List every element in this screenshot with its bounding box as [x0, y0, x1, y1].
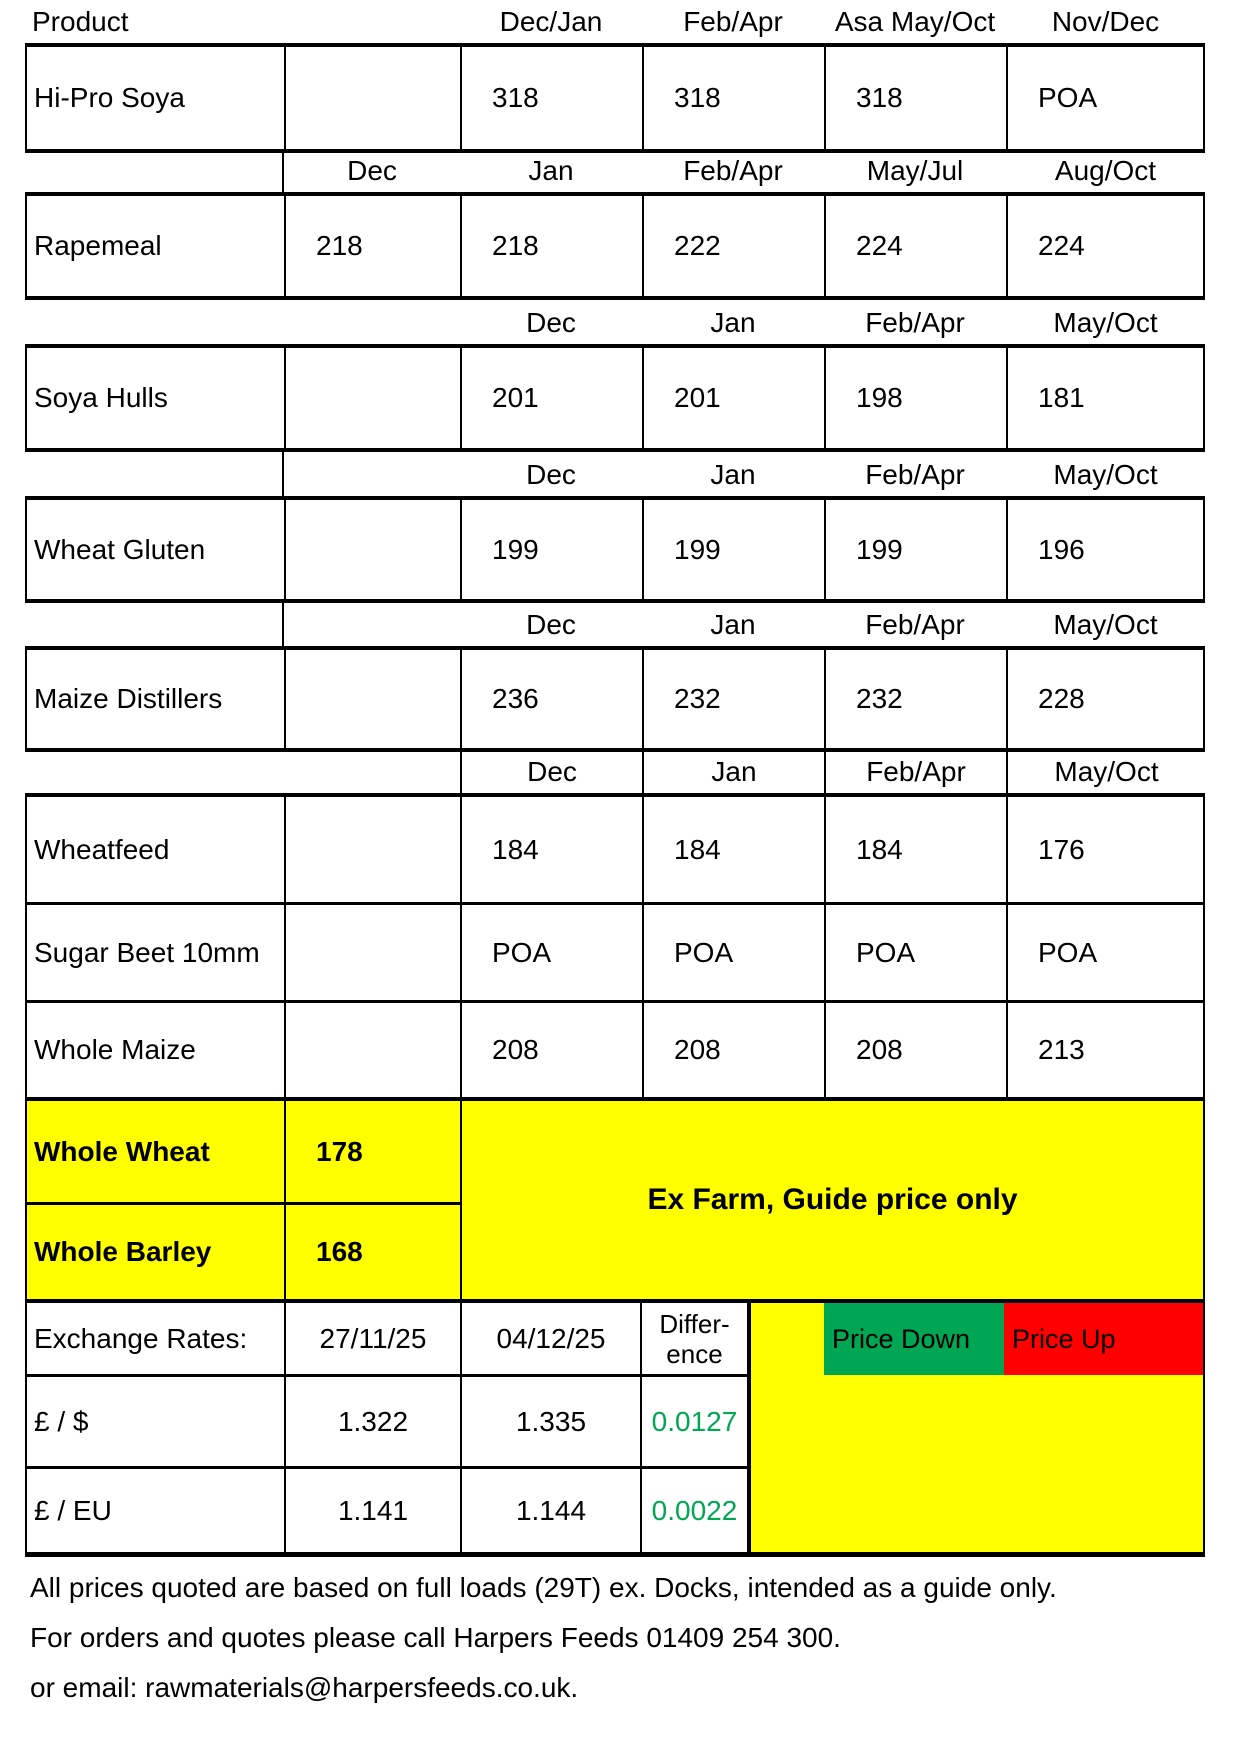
price-cell: 184: [642, 797, 824, 902]
product-name: Rapemeal: [25, 196, 284, 296]
difference-header-line1: Differ-: [659, 1308, 730, 1339]
month-label: Feb/Apr: [683, 155, 783, 186]
price-cell: 318: [824, 47, 1006, 149]
price-down-legend: Price Down: [824, 1303, 1004, 1375]
month-label: Jan: [528, 155, 574, 186]
footer-note-1: All prices quoted are based on full loads (29T) ex. Docks, intended as a guide only.: [30, 1572, 1057, 1603]
price-cell: POA: [642, 902, 824, 1000]
price-cell: 184: [460, 797, 642, 902]
price-cell: 201: [642, 348, 824, 448]
product-column-header: Product: [32, 6, 129, 37]
price-cell: POA: [460, 902, 642, 1000]
month-label: [284, 603, 460, 646]
month-label: Jan: [710, 609, 756, 640]
product-row-hi-pro-soya: [25, 47, 1205, 153]
month-label: Feb/Apr: [865, 307, 965, 338]
price-cell: 208: [642, 1000, 824, 1097]
rate-old: 1.141: [284, 1466, 460, 1552]
month-column-header: [284, 0, 460, 43]
month-label: May/Oct: [1006, 752, 1205, 793]
price-cell: 218: [460, 196, 642, 296]
band-spacer: [25, 603, 284, 646]
product-row-wheat-gluten: [25, 500, 1205, 603]
price-cell: [284, 797, 460, 902]
product-row-rapemeal: [25, 196, 1205, 300]
exchange-rates-title: Exchange Rates:: [25, 1303, 284, 1374]
month-band-wheat-gluten: [25, 452, 1205, 500]
month-column-header: Asa May/Oct: [834, 6, 996, 37]
price-cell: [284, 500, 460, 599]
price-cell: 198: [824, 348, 1006, 448]
price-cell: 318: [460, 47, 642, 149]
price-cell: 218: [284, 196, 460, 296]
currency-pair-label: £ / EU: [25, 1466, 284, 1552]
rate-difference: 0.0022: [640, 1466, 747, 1552]
price-cell: 222: [642, 196, 824, 296]
ex-farm-note: Ex Farm, Guide price only: [460, 1101, 1205, 1299]
exchange-date-old: 27/11/25: [284, 1303, 460, 1374]
month-label: Feb/Apr: [824, 752, 1006, 793]
price-cell: 199: [460, 500, 642, 599]
currency-pair-label: £ / $: [25, 1374, 284, 1466]
exchange-date-new: 04/12/25: [460, 1303, 640, 1374]
price-cell: [284, 1000, 460, 1097]
month-label: Aug/Oct: [1054, 155, 1157, 186]
price-cell: [284, 348, 460, 448]
month-band-maize-distillers: [25, 603, 1205, 650]
price-cell: 199: [642, 500, 824, 599]
price-cell: POA: [824, 902, 1006, 1000]
rate-new: 1.144: [460, 1466, 640, 1552]
product-name: Maize Distillers: [25, 650, 284, 748]
footer-note-3: or email: rawmaterials@harpersfeeds.co.uk.: [30, 1672, 579, 1703]
product-name: Wheatfeed: [25, 797, 284, 902]
month-label: Dec: [347, 155, 397, 186]
price-cell: POA: [1006, 902, 1205, 1000]
product-row-wheatfeed: [25, 797, 1205, 902]
month-label: Jan: [710, 307, 756, 338]
price-cell: 213: [1006, 1000, 1205, 1097]
month-band-soya-hulls: [25, 300, 1205, 348]
band-spacer: [25, 752, 284, 793]
price-cell: 224: [824, 196, 1006, 296]
product-row-sugar-beet: [25, 902, 1205, 1000]
difference-header-line2: ence: [666, 1338, 723, 1369]
month-band-wheatfeed: [25, 752, 1205, 797]
band-spacer: [25, 300, 284, 344]
month-label: [284, 300, 460, 344]
month-label: Dec: [526, 609, 576, 640]
month-label: Dec: [526, 459, 576, 490]
product-row-whole-maize: [25, 1000, 1205, 1097]
product-name: Wheat Gluten: [25, 500, 284, 599]
price-cell: 318: [642, 47, 824, 149]
band-spacer: [25, 452, 284, 496]
price-cell: 208: [824, 1000, 1006, 1097]
product-name: Hi-Pro Soya: [25, 47, 284, 149]
price-cell: 232: [824, 650, 1006, 748]
month-column-header: Dec/Jan: [499, 6, 603, 37]
price-cell: POA: [1006, 47, 1205, 149]
month-label: [284, 752, 460, 793]
price-cell: [284, 650, 460, 748]
price-up-legend: Price Up: [1004, 1303, 1203, 1375]
ex-farm-block: [25, 1101, 1205, 1303]
table-header-row: [25, 0, 1205, 47]
price-cell: 208: [460, 1000, 642, 1097]
price-cell: 181: [1006, 348, 1205, 448]
month-label: Dec: [526, 307, 576, 338]
month-label: May/Oct: [1053, 459, 1158, 490]
price-cell: 184: [824, 797, 1006, 902]
rate-new: 1.335: [460, 1374, 640, 1466]
price-cell: [284, 902, 460, 1000]
month-label: Feb/Apr: [865, 609, 965, 640]
month-label: May/Jul: [866, 155, 964, 186]
month-label: May/Oct: [1053, 307, 1158, 338]
footer-note-2: For orders and quotes please call Harpers Feeds 01409 254 300.: [30, 1622, 841, 1653]
product-group: [25, 797, 1205, 1101]
price-cell: [284, 47, 460, 149]
month-label: [284, 452, 460, 496]
price-cell: 201: [460, 348, 642, 448]
rate-old: 1.322: [284, 1374, 460, 1466]
exchange-rates-table: [25, 1303, 1205, 1557]
price-cell: 168: [284, 1202, 460, 1299]
difference-column-header: [640, 1303, 747, 1374]
legend-panel: [747, 1303, 1205, 1552]
month-band-rapemeal: [25, 153, 1205, 196]
price-cell: 178: [284, 1101, 460, 1202]
month-column-header: Feb/Apr: [683, 6, 783, 37]
month-label: Jan: [710, 459, 756, 490]
rate-difference: 0.0127: [640, 1374, 747, 1466]
month-label: Jan: [642, 752, 824, 793]
product-name: Soya Hulls: [25, 348, 284, 448]
month-column-header: Nov/Dec: [1051, 6, 1160, 37]
price-table: [25, 0, 1205, 1557]
product-name: Whole Barley: [25, 1202, 284, 1299]
price-cell: 228: [1006, 650, 1205, 748]
band-spacer: [25, 153, 284, 192]
price-cell: 232: [642, 650, 824, 748]
price-cell: 199: [824, 500, 1006, 599]
product-name: Whole Maize: [25, 1000, 284, 1097]
price-cell: 176: [1006, 797, 1205, 902]
product-row-maize-distillers: [25, 650, 1205, 752]
price-cell: 224: [1006, 196, 1205, 296]
product-name: Sugar Beet 10mm: [25, 902, 284, 1000]
price-cell: 236: [460, 650, 642, 748]
product-name: Whole Wheat: [25, 1101, 284, 1202]
month-label: Dec: [460, 752, 642, 793]
price-cell: 196: [1006, 500, 1205, 599]
month-label: Feb/Apr: [865, 459, 965, 490]
month-label: May/Oct: [1053, 609, 1158, 640]
product-row-soya-hulls: [25, 348, 1205, 452]
